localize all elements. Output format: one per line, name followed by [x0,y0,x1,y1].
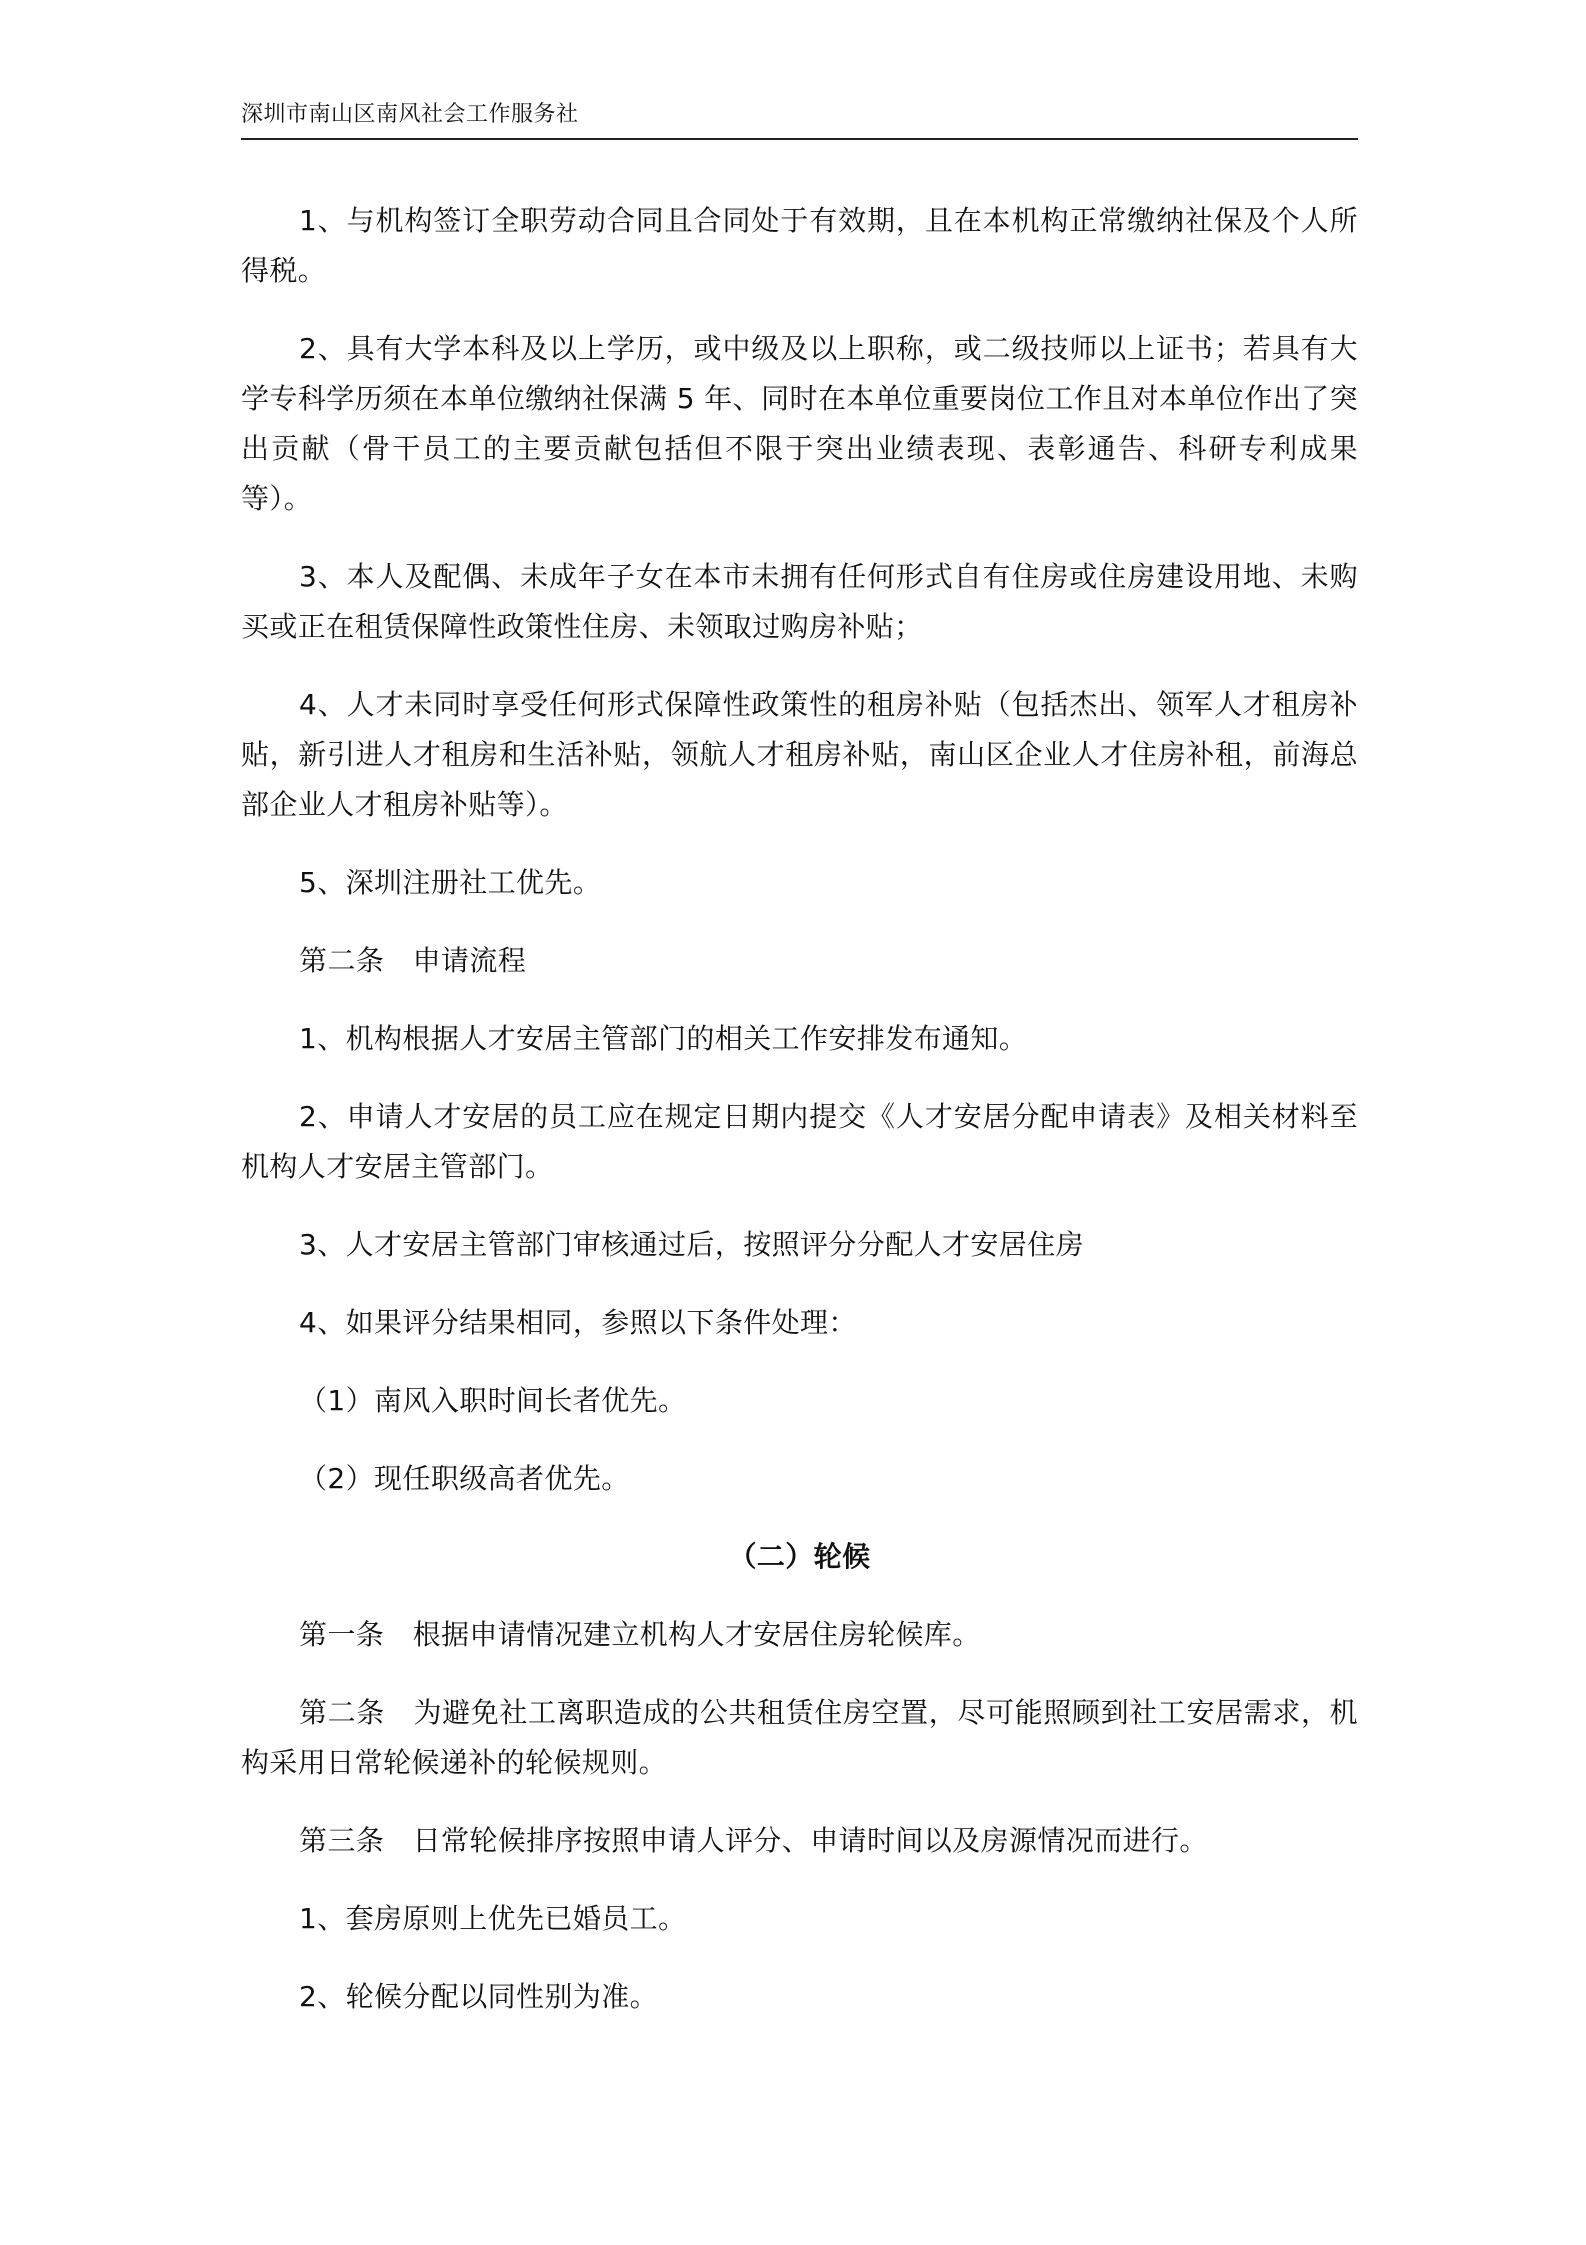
header-org-name: 深圳市南山区南风社会工作服务社 [241,102,579,127]
waiting-article-1: 第一条 根据申请情况建立机构人才安居住房轮候库。 [299,1618,981,1651]
condition-item-2: （2）现任职级高者优先。 [299,1462,630,1495]
waiting-article-3: 第三条 日常轮候排序按照申请人评分、申请时间以及房源情况而进行。 [299,1824,1208,1857]
section-title-waiting: （二）轮候 [728,1540,871,1573]
waiting-item-1: 1、套房原则上优先已婚员工。 [299,1902,687,1935]
eligibility-item-4: 4、人才未同时享受任何形式保障性政策性的租房补贴（包括杰出、领军人才租房补贴，新引进人才租房和生活补贴，领航人才租房补贴，南山区企业人才住房补租，前海总部企业人才租房补贴等）。 [241,688,1358,821]
procedure-item-3: 3、人才安居主管部门审核通过后，按照评分分配人才安居住房 [299,1228,1085,1261]
condition-item-1: （1）南风入职时间长者优先。 [299,1384,687,1417]
eligibility-item-1: 1、与机构签订全职劳动合同且合同处于有效期，且在本机构正常缴纳社保及个人所得税。 [241,204,1358,287]
eligibility-item-5: 5、深圳注册社工优先。 [299,866,602,899]
waiting-item-2: 2、轮候分配以同性别为准。 [299,1980,659,2013]
procedure-item-4: 4、如果评分结果相同，参照以下条件处理： [299,1306,857,1339]
article-2-heading: 第二条 申请流程 [299,944,527,977]
document-body [241,196,1358,2050]
procedure-item-1: 1、机构根据人才安居主管部门的相关工作安排发布通知。 [299,1022,1028,1055]
eligibility-item-3: 3、本人及配偶、未成年子女在本市未拥有任何形式自有住房或住房建设用地、未购买或正在租赁保障性政策性住房、未领取过购房补贴； [241,560,1358,643]
procedure-item-2: 2、申请人才安居的员工应在规定日期内提交《人才安居分配申请表》及相关材料至机构人才安居主管部门。 [241,1100,1358,1183]
eligibility-item-2: 2、具有大学本科及以上学历，或中级及以上职称，或二级技师以上证书；若具有大学专科学历须在本单位缴纳社保满 5 年、同时在本单位重要岗位工作且对本单位作出了突出贡献（骨干员工的主要贡献包括但不限于突出业绩表现、表彰通告、科研专利成果等）。 [241,332,1358,515]
page-header [241,100,1358,140]
waiting-article-2: 第二条 为避免社工离职造成的公共租赁住房空置，尽可能照顾到社工安居需求，机构采用日常轮候递补的轮候规则。 [241,1696,1358,1779]
